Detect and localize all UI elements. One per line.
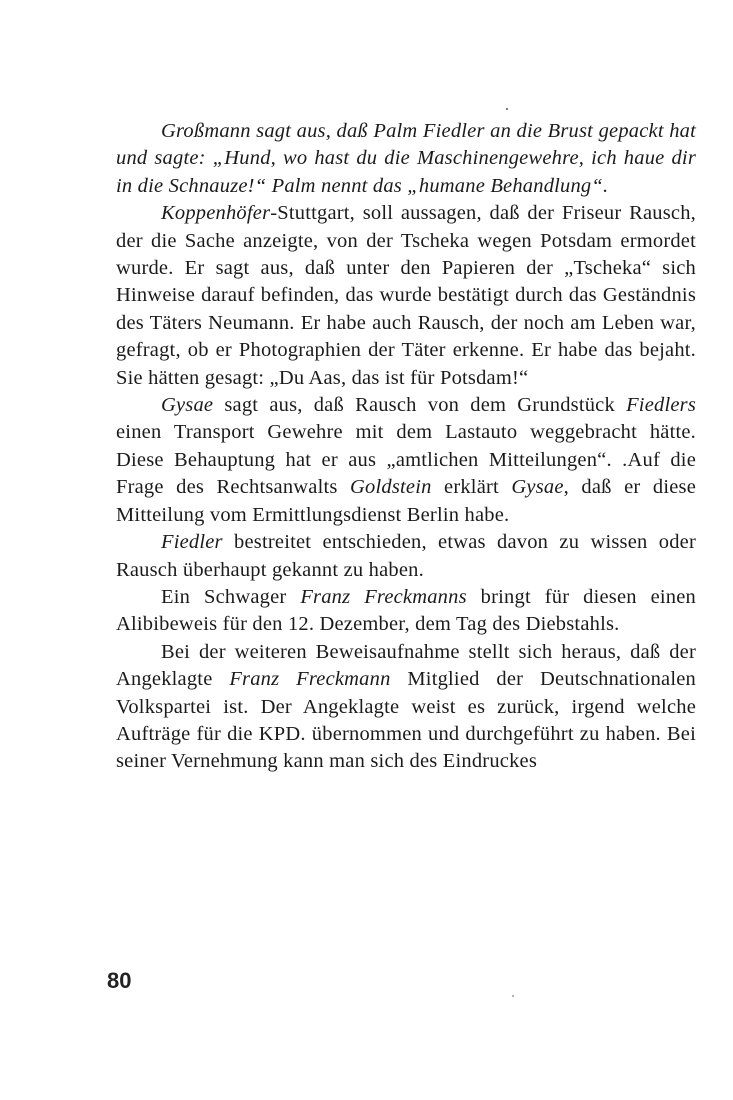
page-number: 80: [107, 968, 132, 993]
text-run: bringt für diesen einen Alibibeweis für den 12. Dezember, dem Tag des Diebstahls.: [116, 585, 697, 636]
italic-text-run: Franz Freckmann: [229, 668, 391, 691]
text-run: Bei der weiteren Beweisaufnahme stellt sich heraus, daß der Angeklagte: [116, 640, 696, 691]
italic-text-run: Koppenhöfer: [161, 202, 271, 225]
italic-text-run: Gysae: [161, 394, 214, 417]
italic-text-run: Fiedlers: [626, 394, 696, 417]
italic-text-run: Fiedler: [161, 531, 223, 554]
text-run: , daß er diese Mitteilung vom Ermittlungsdienst Berlin habe.: [116, 476, 696, 526]
text-run: Ein Schwager: [161, 585, 301, 608]
text-run: Mitglied der Deutschnationalen Volkspartei ist. Der Angeklagte weist es zurück, irgend welche Aufträge für die KPD. übernommen und durchgeführt zu haben. Bei seiner Vernehmung kann man sich des Eindruckes: [116, 668, 696, 773]
italic-text-run: Goldstein: [350, 476, 432, 499]
italic-text-run: Großmann sagt aus, daß Palm Fiedler an die Brust gepackt hat und sagte: „Hund, wo hast du die Maschinengewehre, ich haue dir in die Schnauze!“ Palm nennt das „humane Behandlung“.: [116, 120, 696, 197]
paragraph: [116, 392, 696, 529]
body-text: [116, 118, 696, 776]
print-speck: [512, 995, 514, 997]
italic-text-run: Gysae: [511, 476, 564, 499]
text-run: einen Transport Gewehre mit dem Lastauto weggebracht hätte. Diese Behauptung hat er aus „amtlichen Mitteilungen“. .Auf die Frage des Rechtsanwalts: [116, 421, 696, 499]
print-speck: [506, 108, 508, 110]
paragraph: [116, 529, 696, 584]
paragraph: [116, 200, 696, 392]
paragraph: [116, 639, 696, 776]
text-run: -Stuttgart, soll aussagen, daß der Friseur Rausch, der die Sache anzeigte, von der Tscheka wegen Potsdam ermordet wurde. Er sagt aus, daß unter den Papieren der „Tscheka“ sich Hinweise darauf befinden, das wurde bestätigt durch das Geständnis des Täters Neumann. Er habe auch Rausch, der noch am Leben war, gefragt, ob er Photographien der Täter erkenne. Er habe das bejaht. Sie hätten gesagt: „Du Aas, das ist für Potsdam!“: [116, 202, 696, 389]
italic-text-run: Franz Freckmanns: [300, 585, 467, 608]
paragraph: [116, 584, 696, 639]
text-run: bestreitet entschieden, etwas davon zu wissen oder Rausch überhaupt gekannt zu haben.: [116, 531, 696, 581]
text-run: sagt aus, daß Rausch von dem Grundstück: [213, 394, 627, 417]
text-run: erklärt: [431, 476, 512, 499]
paragraph: [116, 118, 696, 200]
